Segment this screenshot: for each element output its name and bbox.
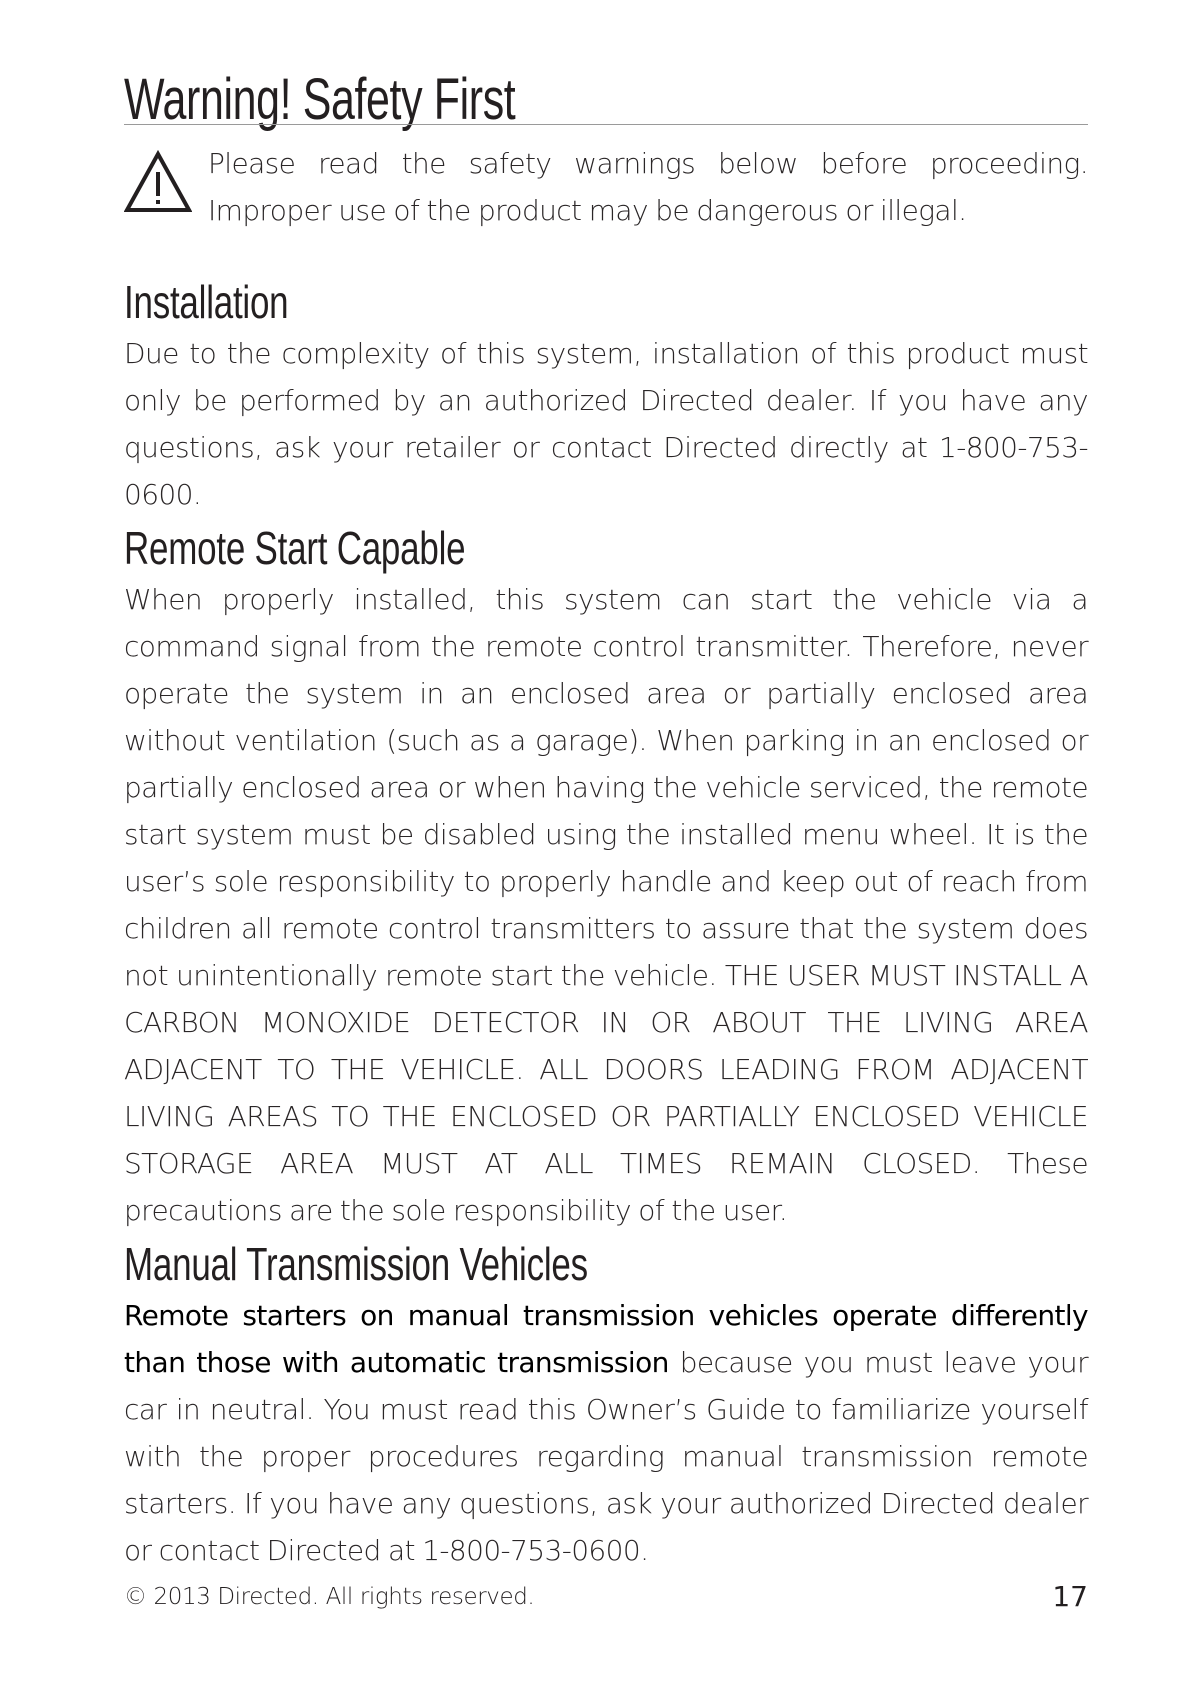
manual-transmission-emphasis: Remote starters on manual transmission vehicles operate differently than those with automatic transmission: [124, 1299, 1088, 1379]
title-divider: [124, 124, 1088, 125]
section-body-remote-start: When properly installed, this system can start the vehicle via a command signal from the remote control transmitter. Therefore, never operate the system in an enclosed area or partially enclosed area without ventilation (such as a garage). When parking in an enclosed or partially enclosed area or when having the vehicle serviced, the remote start system must be disabled using the installed menu wheel. It is the user’s sole responsibility to properly handle and keep out of reach from children all remote control transmitters to assure that the system does not unintentionally remote start the vehicle. THE USER MUST INSTALL A CARBON MONOXIDE DETECTOR IN OR ABOUT THE LIVING AREA ADJACENT TO THE VEHICLE. ALL DOORS LEADING FROM ADJACENT LIVING AREAS TO THE ENCLOSED OR PARTIALLY ENCLOSED VEHICLE STORAGE AREA MUST AT ALL TIMES REMAIN CLOSED. These precautions are the sole responsibility of the user.: [124, 583, 1088, 1227]
intro-warning-text: Please read the safety warnings below before proceeding. Improper use of the product may be dangerous or illegal.: [208, 147, 1088, 227]
section-heading-manual-transmission: Manual Transmission Vehicles: [124, 1238, 588, 1290]
section-body-installation: Due to the complexity of this system, installation of this product must only be performed by an authorized Directed dealer. If you have any questions, ask your retailer or contact Directed directly at 1-800-753-0600.: [124, 337, 1088, 511]
manual-page: [124, 0, 1088, 1684]
footer-copyright: © 2013 Directed. All rights reserved.: [124, 1584, 535, 1610]
manual-transmission-text: because you must leave your car in neutral. You must read this Owner’s Guide to familiarize yourself with the proper procedures regarding manual transmission remote starters. If you have any questions, ask your authorized Directed dealer or contact Directed at 1-800-753-0600.: [124, 1346, 1088, 1567]
section-manual-transmission: [124, 1236, 1088, 1574]
page-title: Warning! Safety First: [124, 67, 516, 132]
warning-triangle-icon: [124, 150, 192, 214]
section-heading-installation: Installation: [124, 276, 289, 328]
section-heading-remote-start: Remote Start Capable: [124, 522, 466, 574]
page-number: 17: [1052, 1580, 1088, 1613]
section-installation: [124, 274, 1088, 518]
section-body-manual-transmission: [124, 1292, 1088, 1574]
section-remote-start: [124, 520, 1088, 1234]
